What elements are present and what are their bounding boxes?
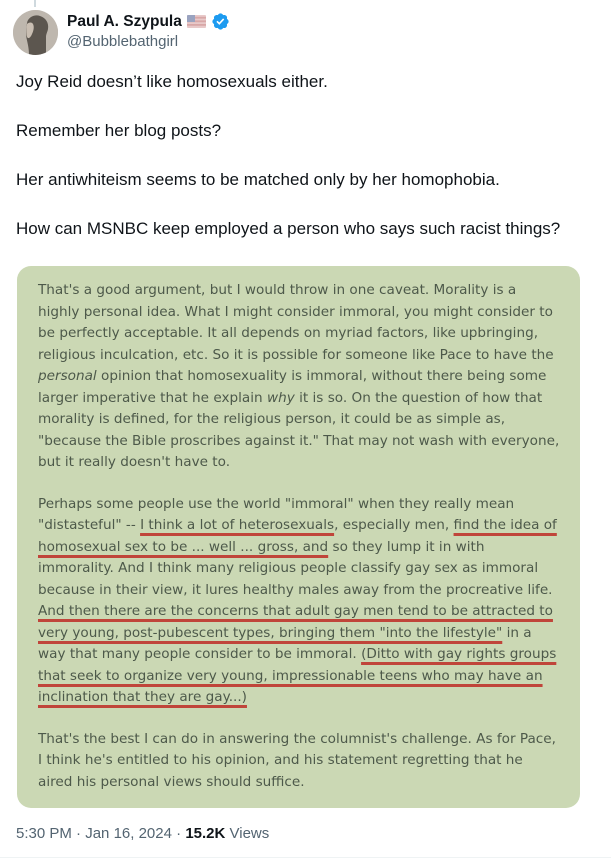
blog-text: That's a good argument, but I would throw in one caveat. Morality is a highly personal idea. What I might consider immoral, you might consider to be perfectly acceptable. It all depends on myriad factors, like upbringing, religious inculcation, etc. So it is possible for someone like Pace to have the: [38, 282, 554, 363]
thread-connector-line: [34, 0, 36, 7]
blog-paragraph-3: That's the best I can do in answering the columnist's challenge. As for Pace, I think he's entitled to his opinion, and his statement regretting that he aired his personal views should suffice.: [38, 730, 556, 790]
blog-text: in a way that many people consider to be immoral.: [38, 624, 532, 662]
name-row: [67, 12, 230, 31]
profile-photo-silhouette: [13, 10, 58, 55]
blog-text-italic: personal: [38, 368, 97, 384]
user-handle[interactable]: @Bubblebathgirl: [67, 33, 179, 50]
attached-image-blog-screenshot[interactable]: [17, 266, 580, 808]
blog-text: opinion that homosexuality is immoral, without there being some larger imperative that he explain: [38, 368, 547, 406]
tweet-paragraph-2: Remember her blog posts?: [16, 121, 222, 140]
blog-text-italic: why: [266, 389, 295, 406]
blog-paragraph-2: [38, 494, 560, 709]
blog-text: , especially men,: [334, 517, 454, 533]
meta-separator: ·: [76, 825, 82, 842]
display-name[interactable]: Paul A. Szypula: [67, 12, 182, 30]
us-flag-icon: [187, 15, 206, 28]
blog-text: it is so. On the question of how that morality is defined, for the religious person, it could be as simple as, "because the Bible proscribes against it." That may not wash with everyone, but it really doesn't have to.: [38, 389, 560, 470]
blog-paragraph-1: [38, 280, 560, 474]
identity-block: [67, 10, 230, 50]
tweet-paragraph-3: Her antiwhiteism seems to be matched only by her homophobia.: [16, 170, 500, 189]
meta-separator: ·: [176, 825, 182, 842]
blog-text: so they lump it in with immorality. And I think many religious people classify gay sex as immoral because in their view, it lures healthy males away from the procreative life.: [38, 538, 553, 598]
bottom-divider: [0, 857, 611, 858]
blog-text-red-underlined: I think a lot of heterosexuals: [140, 517, 335, 533]
post-meta: [0, 825, 611, 842]
post-header: [0, 0, 611, 55]
post-time: 5:30 PM: [16, 825, 72, 842]
tweet-paragraph-4: How can MSNBC keep employed a person who says such racist things?: [16, 219, 561, 238]
verified-badge-icon: [211, 12, 230, 31]
tweet-paragraph-1: Joy Reid doesn’t like homosexuals either.: [16, 72, 328, 91]
views-count: 15.2K: [185, 825, 226, 842]
post-date: Jan 16, 2024: [85, 825, 172, 842]
blog-text-red-underlined: (Ditto with gay rights groups that seek to organize very young, impressionable teens who may have an inclination that they are gay...): [38, 646, 557, 705]
avatar[interactable]: [13, 10, 58, 55]
blog-text: Perhaps some people use the world "immoral" when they really mean "distasteful" --: [38, 495, 515, 533]
blog-text-red-underlined: And then there are the concerns that adult gay men tend to be attracted to very young, post-pubescent types, bringing them "into the lifestyle": [38, 603, 553, 641]
tweet-text: [0, 70, 611, 240]
blog-text-red-underlined: find the idea of homosexual sex to be ... well ... gross, and: [38, 517, 557, 555]
views-label: Views: [229, 825, 270, 842]
